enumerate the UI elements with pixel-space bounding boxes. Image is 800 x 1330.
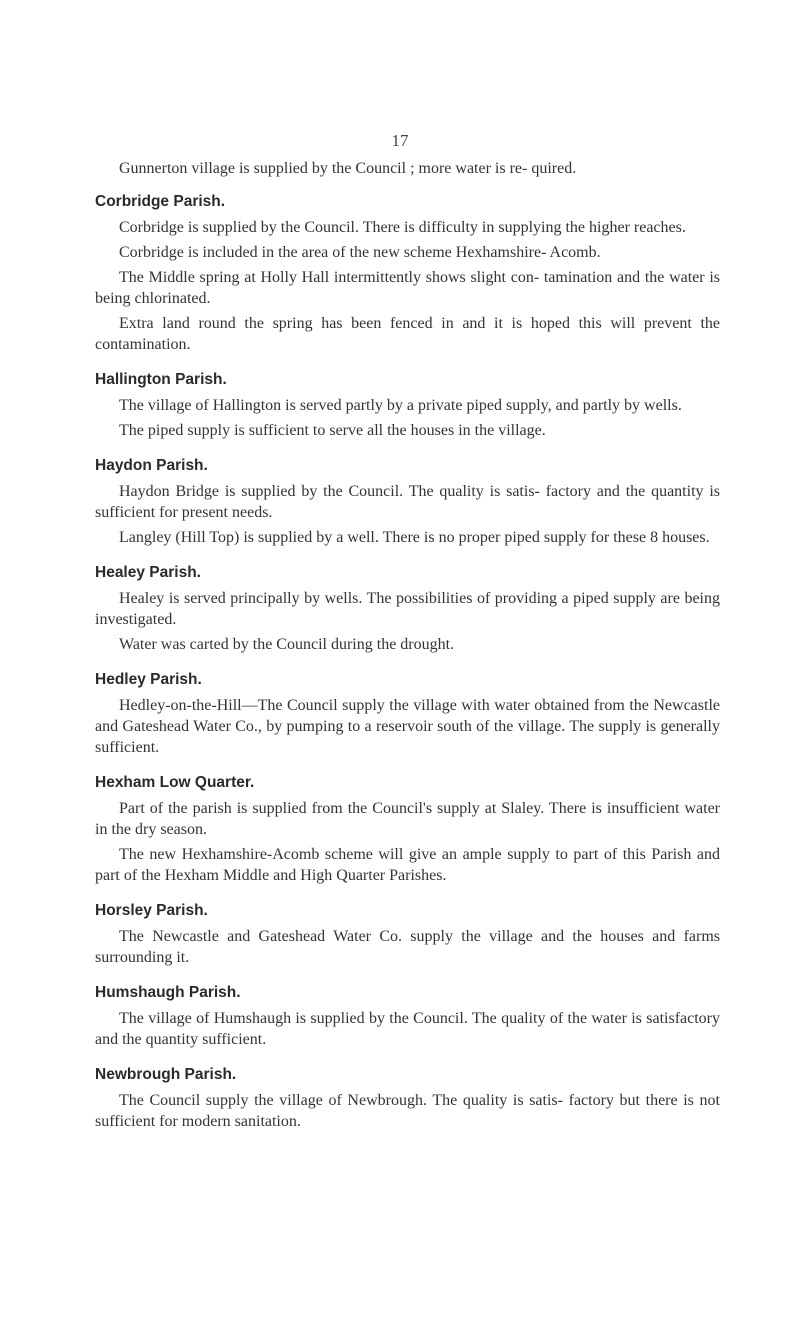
paragraph: The village of Humshaugh is supplied by the Council. The quality of the water is satisfactory and the quantity sufficient.	[95, 1010, 720, 1048]
paragraph: The new Hexhamshire-Acomb scheme will give an ample supply to part of this Parish and part of the Hexham Middle and High Quarter Parishes.	[95, 846, 720, 884]
paragraph: The village of Hallington is served partly by a private piped supply, and partly by wells.	[119, 397, 682, 414]
section-heading: Newbrough Parish.	[95, 1066, 237, 1083]
section-newbrough	[95, 1066, 720, 1132]
paragraph: The piped supply is sufficient to serve all the houses in the village.	[119, 422, 546, 439]
section-heading: Hedley Parish.	[95, 671, 202, 688]
document-body	[95, 158, 720, 1148]
paragraph: The Middle spring at Holly Hall intermittently shows slight con- tamination and the water is being chlorinated.	[95, 269, 720, 307]
paragraph: Healey is served principally by wells. The possibilities of providing a piped supply are being investigated.	[95, 590, 720, 628]
section-heading: Hallington Parish.	[95, 371, 227, 388]
section-humshaugh	[95, 984, 720, 1050]
section-heading: Corbridge Parish.	[95, 193, 226, 210]
paragraph: Water was carted by the Council during the drought.	[119, 636, 455, 653]
section-hexham-low-quarter	[95, 774, 720, 886]
paragraph: The Newcastle and Gateshead Water Co. supply the village and the houses and farms surrounding it.	[95, 928, 720, 966]
section-healey	[95, 564, 720, 655]
section-heading: Haydon Parish.	[95, 457, 208, 474]
section-haydon	[95, 457, 720, 548]
paragraph: Part of the parish is supplied from the Council's supply at Slaley. There is insufficient water in the dry season.	[95, 800, 720, 838]
page-number: 17	[391, 131, 409, 150]
paragraph: Hedley-on-the-Hill—The Council supply the village with water obtained from the Newcastle and Gateshead Water Co., by pumping to a reservoir south of the village. The supply is generally sufficient.	[95, 697, 720, 756]
intro-paragraph: Gunnerton village is supplied by the Council ; more water is re- quired.	[119, 160, 577, 177]
section-hedley	[95, 671, 720, 758]
section-heading: Humshaugh Parish.	[95, 984, 241, 1001]
paragraph: Haydon Bridge is supplied by the Council. The quality is satis- factory and the quantity is sufficient for present needs.	[95, 483, 720, 521]
section-heading: Healey Parish.	[95, 564, 201, 581]
section-corbridge	[95, 193, 720, 355]
paragraph: Corbridge is included in the area of the new scheme Hexhamshire- Acomb.	[119, 244, 601, 261]
section-heading: Horsley Parish.	[95, 902, 208, 919]
section-heading: Hexham Low Quarter.	[95, 774, 255, 791]
section-hallington	[95, 371, 720, 441]
paragraph: The Council supply the village of Newbrough. The quality is satis- factory but there is not sufficient for modern sanitation.	[95, 1092, 720, 1130]
paragraph: Extra land round the spring has been fenced in and it is hoped this will prevent the contamination.	[95, 315, 720, 353]
paragraph: Langley (Hill Top) is supplied by a well. There is no proper piped supply for these 8 houses.	[119, 529, 710, 546]
section-horsley	[95, 902, 720, 968]
paragraph: Corbridge is supplied by the Council. There is difficulty in supplying the higher reaches.	[119, 219, 686, 236]
